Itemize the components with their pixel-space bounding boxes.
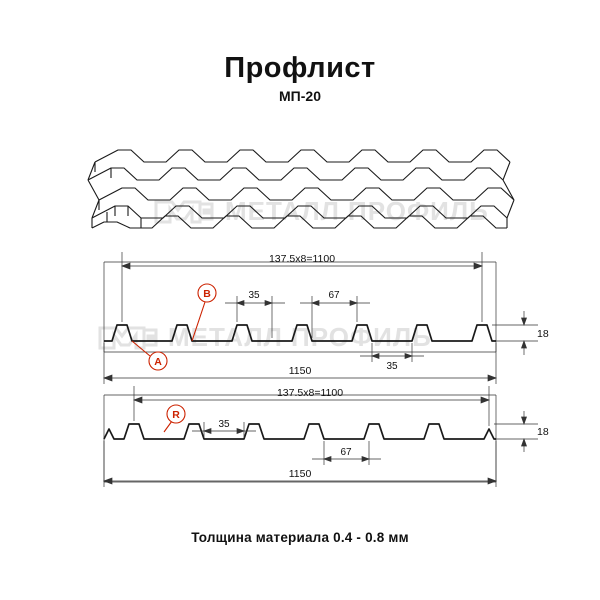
callout-a bbox=[132, 341, 167, 370]
callout-r-label: R bbox=[172, 409, 180, 421]
dim-label-18-bottom: 18 bbox=[537, 426, 549, 438]
callout-a-label: A bbox=[154, 356, 162, 368]
dim-label-1150-bottom: 1150 bbox=[288, 468, 312, 480]
perspective-view bbox=[88, 150, 514, 228]
dim-label-67-top: 67 bbox=[328, 290, 340, 301]
bottom-section-view bbox=[104, 386, 549, 487]
dim-35-bottom-top-view bbox=[360, 343, 424, 362]
profile-outline-top bbox=[104, 325, 496, 341]
dim-label-35-bottom-top-view: 35 bbox=[386, 361, 398, 372]
profile-outline-bottom bbox=[104, 424, 496, 439]
callout-r bbox=[164, 405, 185, 432]
dim-label-35-top: 35 bbox=[248, 290, 260, 301]
dim-label-top-1100: 137.5x8=1100 bbox=[268, 253, 336, 265]
dim-label-35-bottom-view: 35 bbox=[218, 419, 230, 430]
dim-label-1150-top: 1150 bbox=[288, 365, 312, 377]
watermark-text: МЕТАЛЛ ПРОФИЛЬ bbox=[168, 322, 432, 352]
dim-label-18-top: 18 bbox=[537, 328, 549, 340]
dim-1150-bottom bbox=[104, 441, 496, 487]
watermark-text: МЕТАЛЛ ПРОФИЛЬ bbox=[225, 196, 489, 226]
top-section-view bbox=[104, 252, 549, 384]
material-thickness-note: Толщина материала 0.4 - 0.8 мм bbox=[191, 530, 409, 545]
dim-label-top-1100-bottom: 137.5x8=1100 bbox=[276, 387, 344, 399]
dim-18-top bbox=[492, 311, 538, 355]
dim-18-bottom bbox=[494, 411, 538, 452]
dim-67-top bbox=[300, 296, 370, 338]
product-code: МП-20 bbox=[279, 88, 321, 104]
dim-35-top bbox=[225, 296, 285, 338]
callout-b-label: B bbox=[203, 288, 211, 300]
page-title: Профлист bbox=[224, 52, 376, 84]
callout-b bbox=[192, 284, 216, 341]
dim-label-67-bottom-view: 67 bbox=[340, 447, 352, 458]
